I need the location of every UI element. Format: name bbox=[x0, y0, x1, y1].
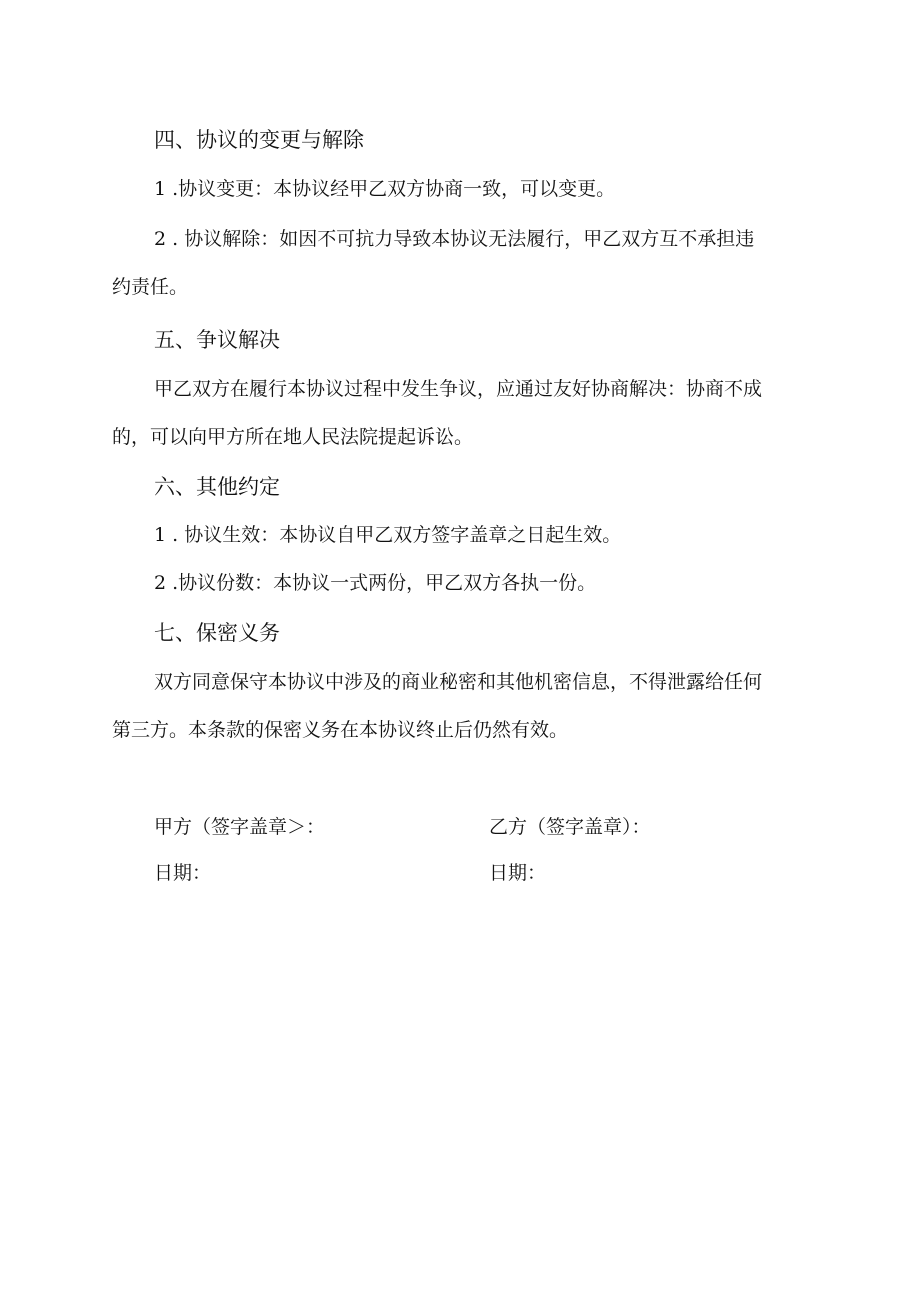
paragraph-line: 2 . 协议解除：如因不可抗力导致本协议无法履行，甲乙双方互不承担违 bbox=[154, 228, 755, 250]
section-heading: 四、协议的变更与解除 bbox=[154, 128, 364, 152]
paragraph-line: 甲乙双方在履行本协议过程中发生争议，应通过友好协商解决：协商不成 bbox=[154, 378, 763, 400]
paragraph-line: 约责任。 bbox=[112, 276, 189, 298]
party-a-date-label: 日期： bbox=[154, 862, 212, 884]
party-b-date-label: 日期： bbox=[489, 862, 547, 884]
paragraph-line: 的，可以向甲方所在地人民法院提起诉讼。 bbox=[112, 426, 474, 448]
paragraph-line: 1 .协议变更：本协议经甲乙双方协商一致，可以变更。 bbox=[154, 178, 616, 200]
paragraph-line: 第三方。本条款的保密义务在本协议终止后仍然有效。 bbox=[112, 719, 569, 741]
section-heading: 六、其他约定 bbox=[154, 475, 280, 499]
party-a-signature-label: 甲方（签字盖章＞： bbox=[154, 816, 326, 838]
paragraph-line: 1 . 协议生效：本协议自甲乙双方签字盖章之日起生效。 bbox=[154, 524, 622, 546]
section-heading: 七、保密义务 bbox=[154, 621, 280, 645]
section-heading: 五、争议解决 bbox=[154, 328, 280, 352]
paragraph-line: 双方同意保守本协议中涉及的商业秘密和其他机密信息，不得泄露给任何 bbox=[154, 671, 763, 693]
paragraph-line: 2 .协议份数：本协议一式两份，甲乙双方各执一份。 bbox=[154, 572, 597, 594]
party-b-signature-label: 乙方（签字盖章）： bbox=[489, 816, 651, 838]
